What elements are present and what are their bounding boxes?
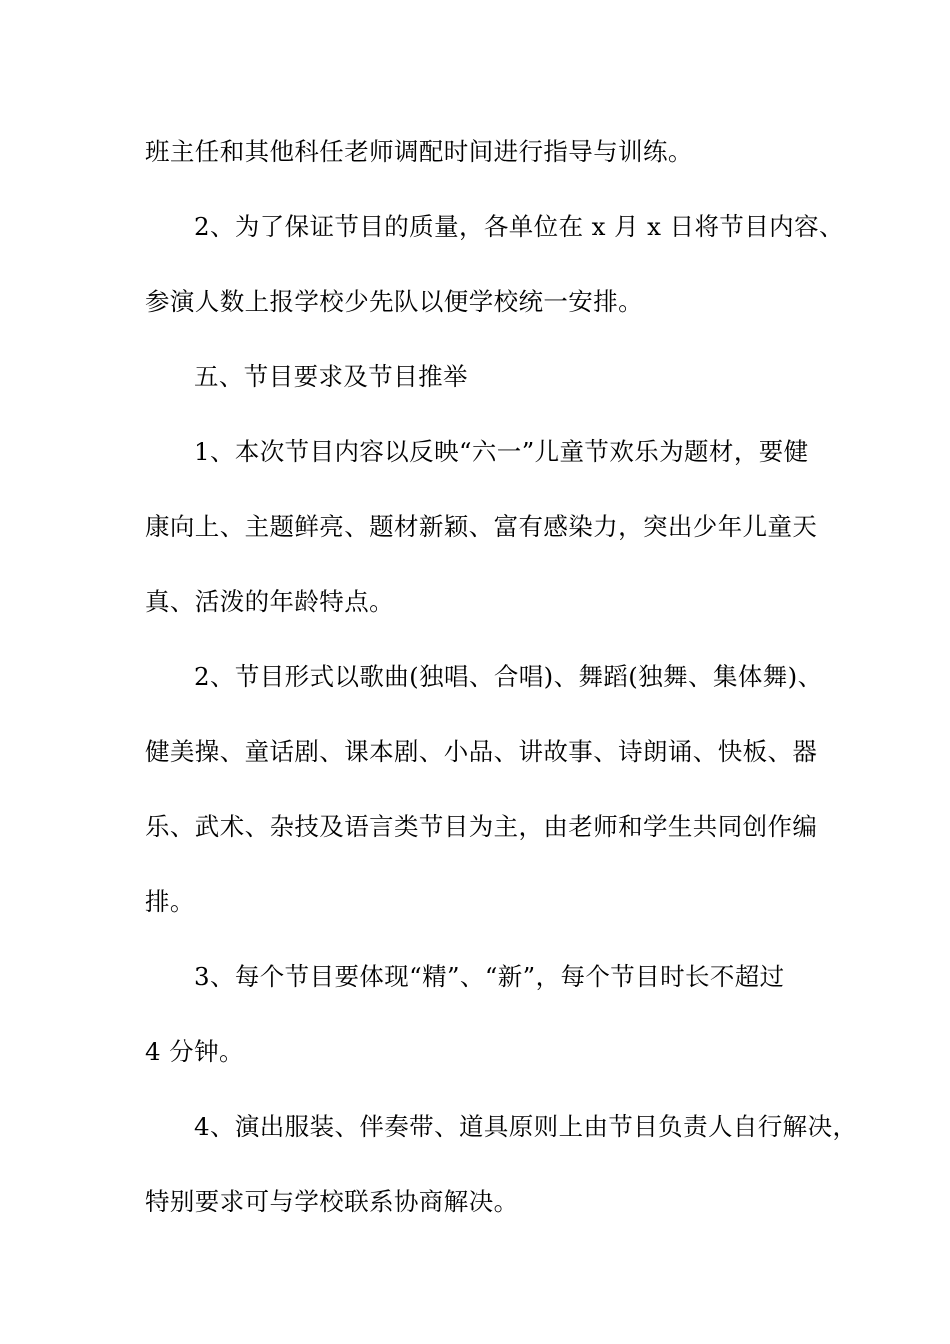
section-heading: 五、节目要求及节目推举 <box>194 362 468 391</box>
text-line: 真、活泼的年龄特点。 <box>145 587 394 616</box>
text-line: 参演人数上报学校少先队以便学校统一安排。 <box>145 287 643 316</box>
text-line: 健美操、童话剧、课本剧、小品、讲故事、诗朗诵、快板、器 <box>145 737 818 766</box>
text-line: 4 分钟。 <box>145 1037 244 1066</box>
paragraph-first-line: 4、演出服装、伴奏带、道具原则上由节目负责人自行解决， <box>194 1112 858 1141</box>
text-line: 康向上、主题鲜亮、题材新颖、富有感染力，突出少年儿童天 <box>145 512 818 541</box>
text-line: 乐、武术、杂技及语言类节目为主，由老师和学生共同创作编 <box>145 812 818 841</box>
paragraph-first-line: 1、本次节目内容以反映“六一”儿童节欢乐为题材，要健 <box>194 437 809 466</box>
text-line: 班主任和其他科任老师调配时间进行指导与训练。 <box>145 137 693 166</box>
text-line: 排。 <box>145 887 195 916</box>
text-line: 特别要求可与学校联系协商解决。 <box>145 1187 519 1216</box>
paragraph-first-line: 2、节目形式以歌曲(独唱、合唱)、舞蹈(独舞、集体舞)、 <box>194 662 823 691</box>
paragraph-first-line: 3、每个节目要体现“精”、“新”，每个节目时长不超过 <box>194 962 785 991</box>
paragraph-first-line: 2、为了保证节目的质量，各单位在 x 月 x 日将节目内容、 <box>194 212 844 241</box>
